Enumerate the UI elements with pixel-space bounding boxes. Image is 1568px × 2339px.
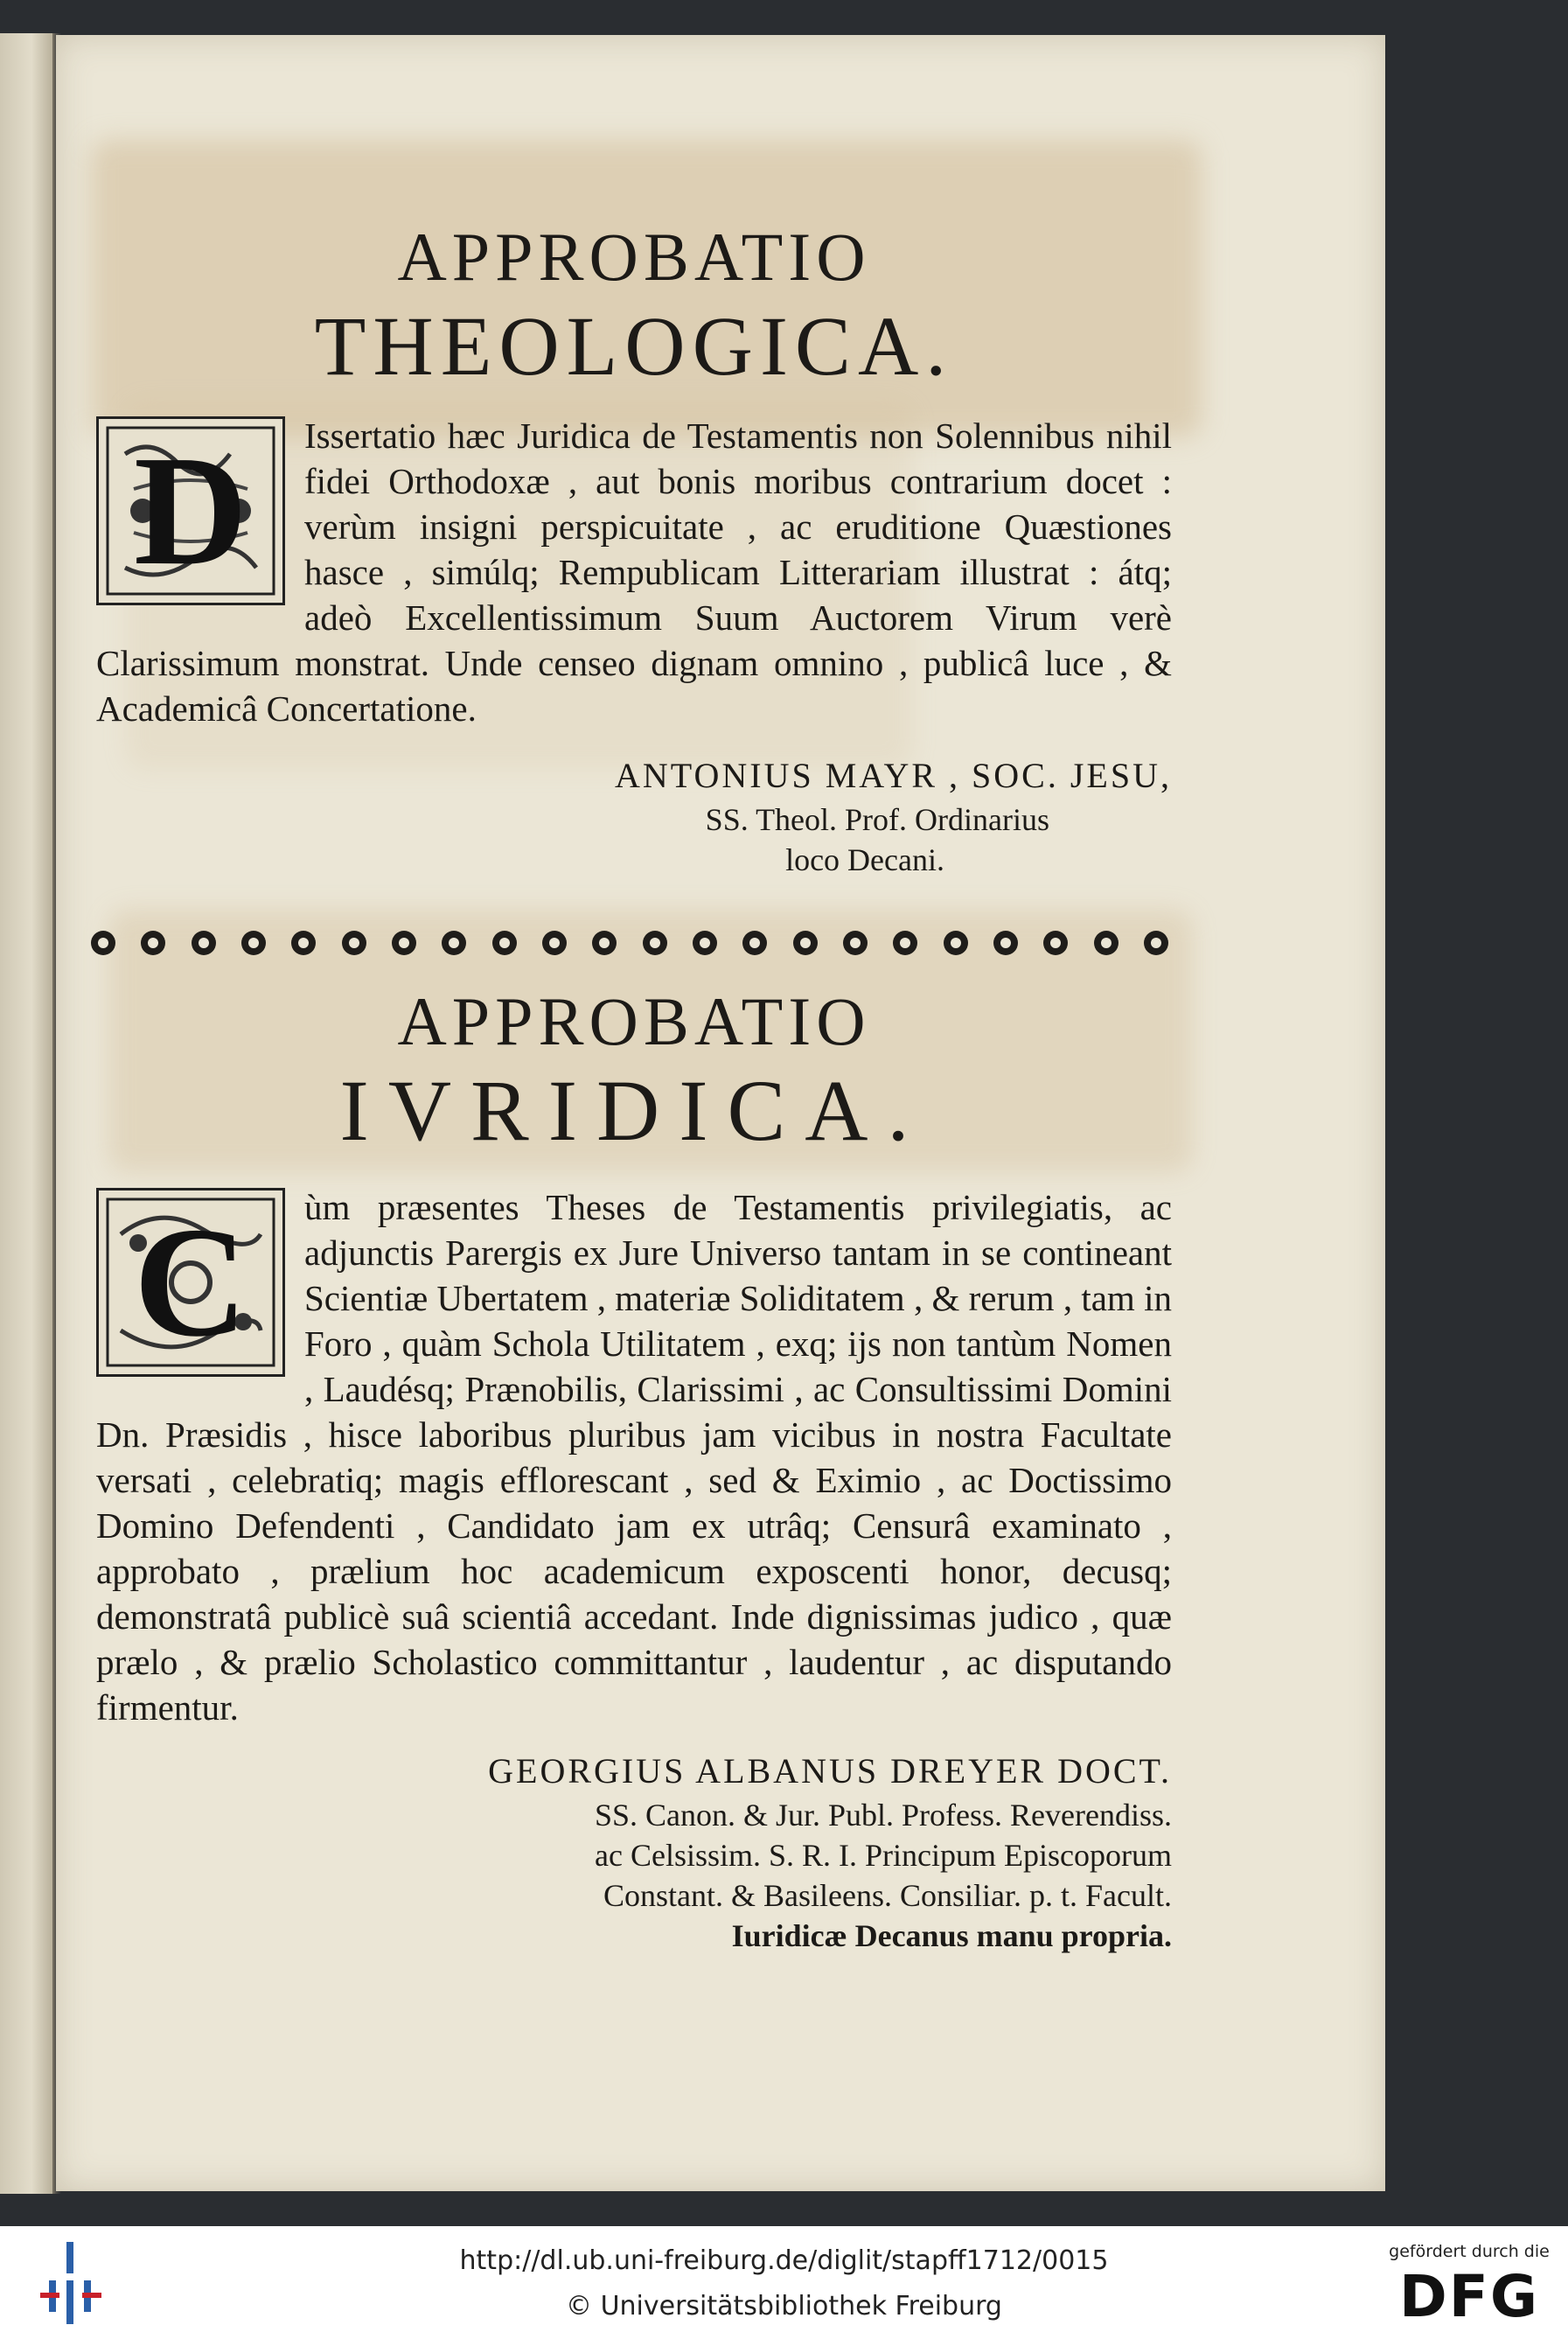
theologica-paragraph-text: Issertatio hæc Juridica de Testamentis non Solennibus nihil fidei Orthodoxæ , aut bonis moribus contrarium docet : verùm insigni perspicuitate , ac eruditione Quæstiones hasce , simúlq; Rempublicam Litterariam illustrat : átq; adeò Excellentissimum Suum Auctorem Virum verè Clarissimum monstrat. Unde censeo dignam omnino , publicâ luce , & Academicâ Concertatione.	[96, 415, 1172, 729]
ornament-icon	[1043, 931, 1068, 955]
ornament-icon	[944, 931, 968, 955]
ornament-icon	[141, 931, 165, 955]
theologica-signature	[96, 752, 1172, 880]
signatory-role: loco Decani.	[785, 842, 944, 877]
previous-page-edge	[0, 33, 54, 2194]
ornament-icon	[91, 931, 115, 955]
ornament-icon	[392, 931, 416, 955]
sponsor-caption: gefördert durch die	[1389, 2242, 1550, 2261]
signatory-line: Constant. & Basileens. Consiliar. p. t. Facult.	[603, 1878, 1172, 1913]
ornamental-divider	[91, 920, 1168, 966]
initial-letter: D	[134, 423, 247, 597]
signatory-line: Iuridicæ Decanus manu propria.	[731, 1918, 1172, 1953]
ornament-icon	[492, 931, 517, 955]
decorated-initial-d-icon	[96, 416, 285, 605]
ornament-icon	[342, 931, 366, 955]
section-heading-line2: THEOLOGICA.	[314, 299, 954, 393]
ornament-icon	[592, 931, 617, 955]
viewer-footer	[0, 2226, 1568, 2339]
ornament-icon	[993, 931, 1018, 955]
signatory-line: ac Celsissim. S. R. I. Principum Episcoporum	[595, 1838, 1172, 1873]
iuridica-signature	[96, 1748, 1172, 1956]
iuridica-paragraph	[96, 1184, 1172, 1730]
approbatio-iuridica-section	[96, 983, 1172, 1956]
approbatio-theologica-section	[96, 219, 1172, 880]
ornament-icon	[192, 931, 216, 955]
permalink-url[interactable]: http://dl.ub.uni-freiburg.de/diglit/stapff1712/0015	[459, 2245, 1109, 2276]
section-heading-line1: APPROBATIO	[397, 219, 871, 295]
signatory-name: GEORGIUS ALBANUS DREYER DOCT.	[488, 1751, 1172, 1791]
ornament-icon	[693, 931, 717, 955]
ornament-icon	[542, 931, 567, 955]
ornament-icon	[241, 931, 266, 955]
signatory-name: ANTONIUS MAYR , SOC. JESU,	[614, 756, 1172, 795]
ornament-icon	[893, 931, 917, 955]
signatory-title: SS. Theol. Prof. Ordinarius	[705, 802, 1049, 837]
iuridica-paragraph-text: ùm præsentes Theses de Testamentis privilegiatis, ac adjunctis Parergis ex Jure Universo tantam in se contineant Scientiæ Ubertatem , materiæ Soliditatem , & rerum , tam in Foro , quàm Schola Utilitatem , exq; ijs non tantùm Nomen , Laudésq; Prænobilis, Clarissimi , ac Consultissimi Domini Dn. Præsidis , hisce laboribus pluribus jam vicibus in nostra Facultate versati , celebratiq; magis efflorescant , sed & Eximio , ac Doctissimo Domino Defendenti , Candidato jam ex utrâq; Censurâ examinato , approbato , prælium hoc academicum exposcenti honor, decusq; demonstratâ publicè suâ scientiâ accedant. Inde dignissimas judico , quæ prælo , & prælio Scholastico committantur , laudentur , ac disputando firmentur.	[96, 1187, 1172, 1728]
ornament-icon	[442, 931, 466, 955]
decorated-initial-c-icon	[96, 1188, 285, 1377]
ornament-icon	[793, 931, 818, 955]
dfg-logo[interactable]	[1386, 2242, 1552, 2329]
section-heading-line1: APPROBATIO	[397, 983, 871, 1059]
section-heading-line2: IVRIDICA.	[339, 1062, 929, 1159]
ornament-icon	[742, 931, 767, 955]
dfg-logo-text: DFG	[1398, 2263, 1540, 2330]
ornament-icon	[291, 931, 316, 955]
initial-letter: C	[134, 1195, 247, 1369]
ornament-icon	[843, 931, 868, 955]
copyright-notice: © Universitätsbibliothek Freiburg	[566, 2291, 1002, 2322]
ornament-icon	[643, 931, 667, 955]
theologica-paragraph	[96, 413, 1172, 731]
signatory-line: SS. Canon. & Jur. Publ. Profess. Reverendiss.	[594, 1798, 1172, 1833]
ornament-icon	[1144, 931, 1168, 955]
ornament-icon	[1094, 931, 1119, 955]
